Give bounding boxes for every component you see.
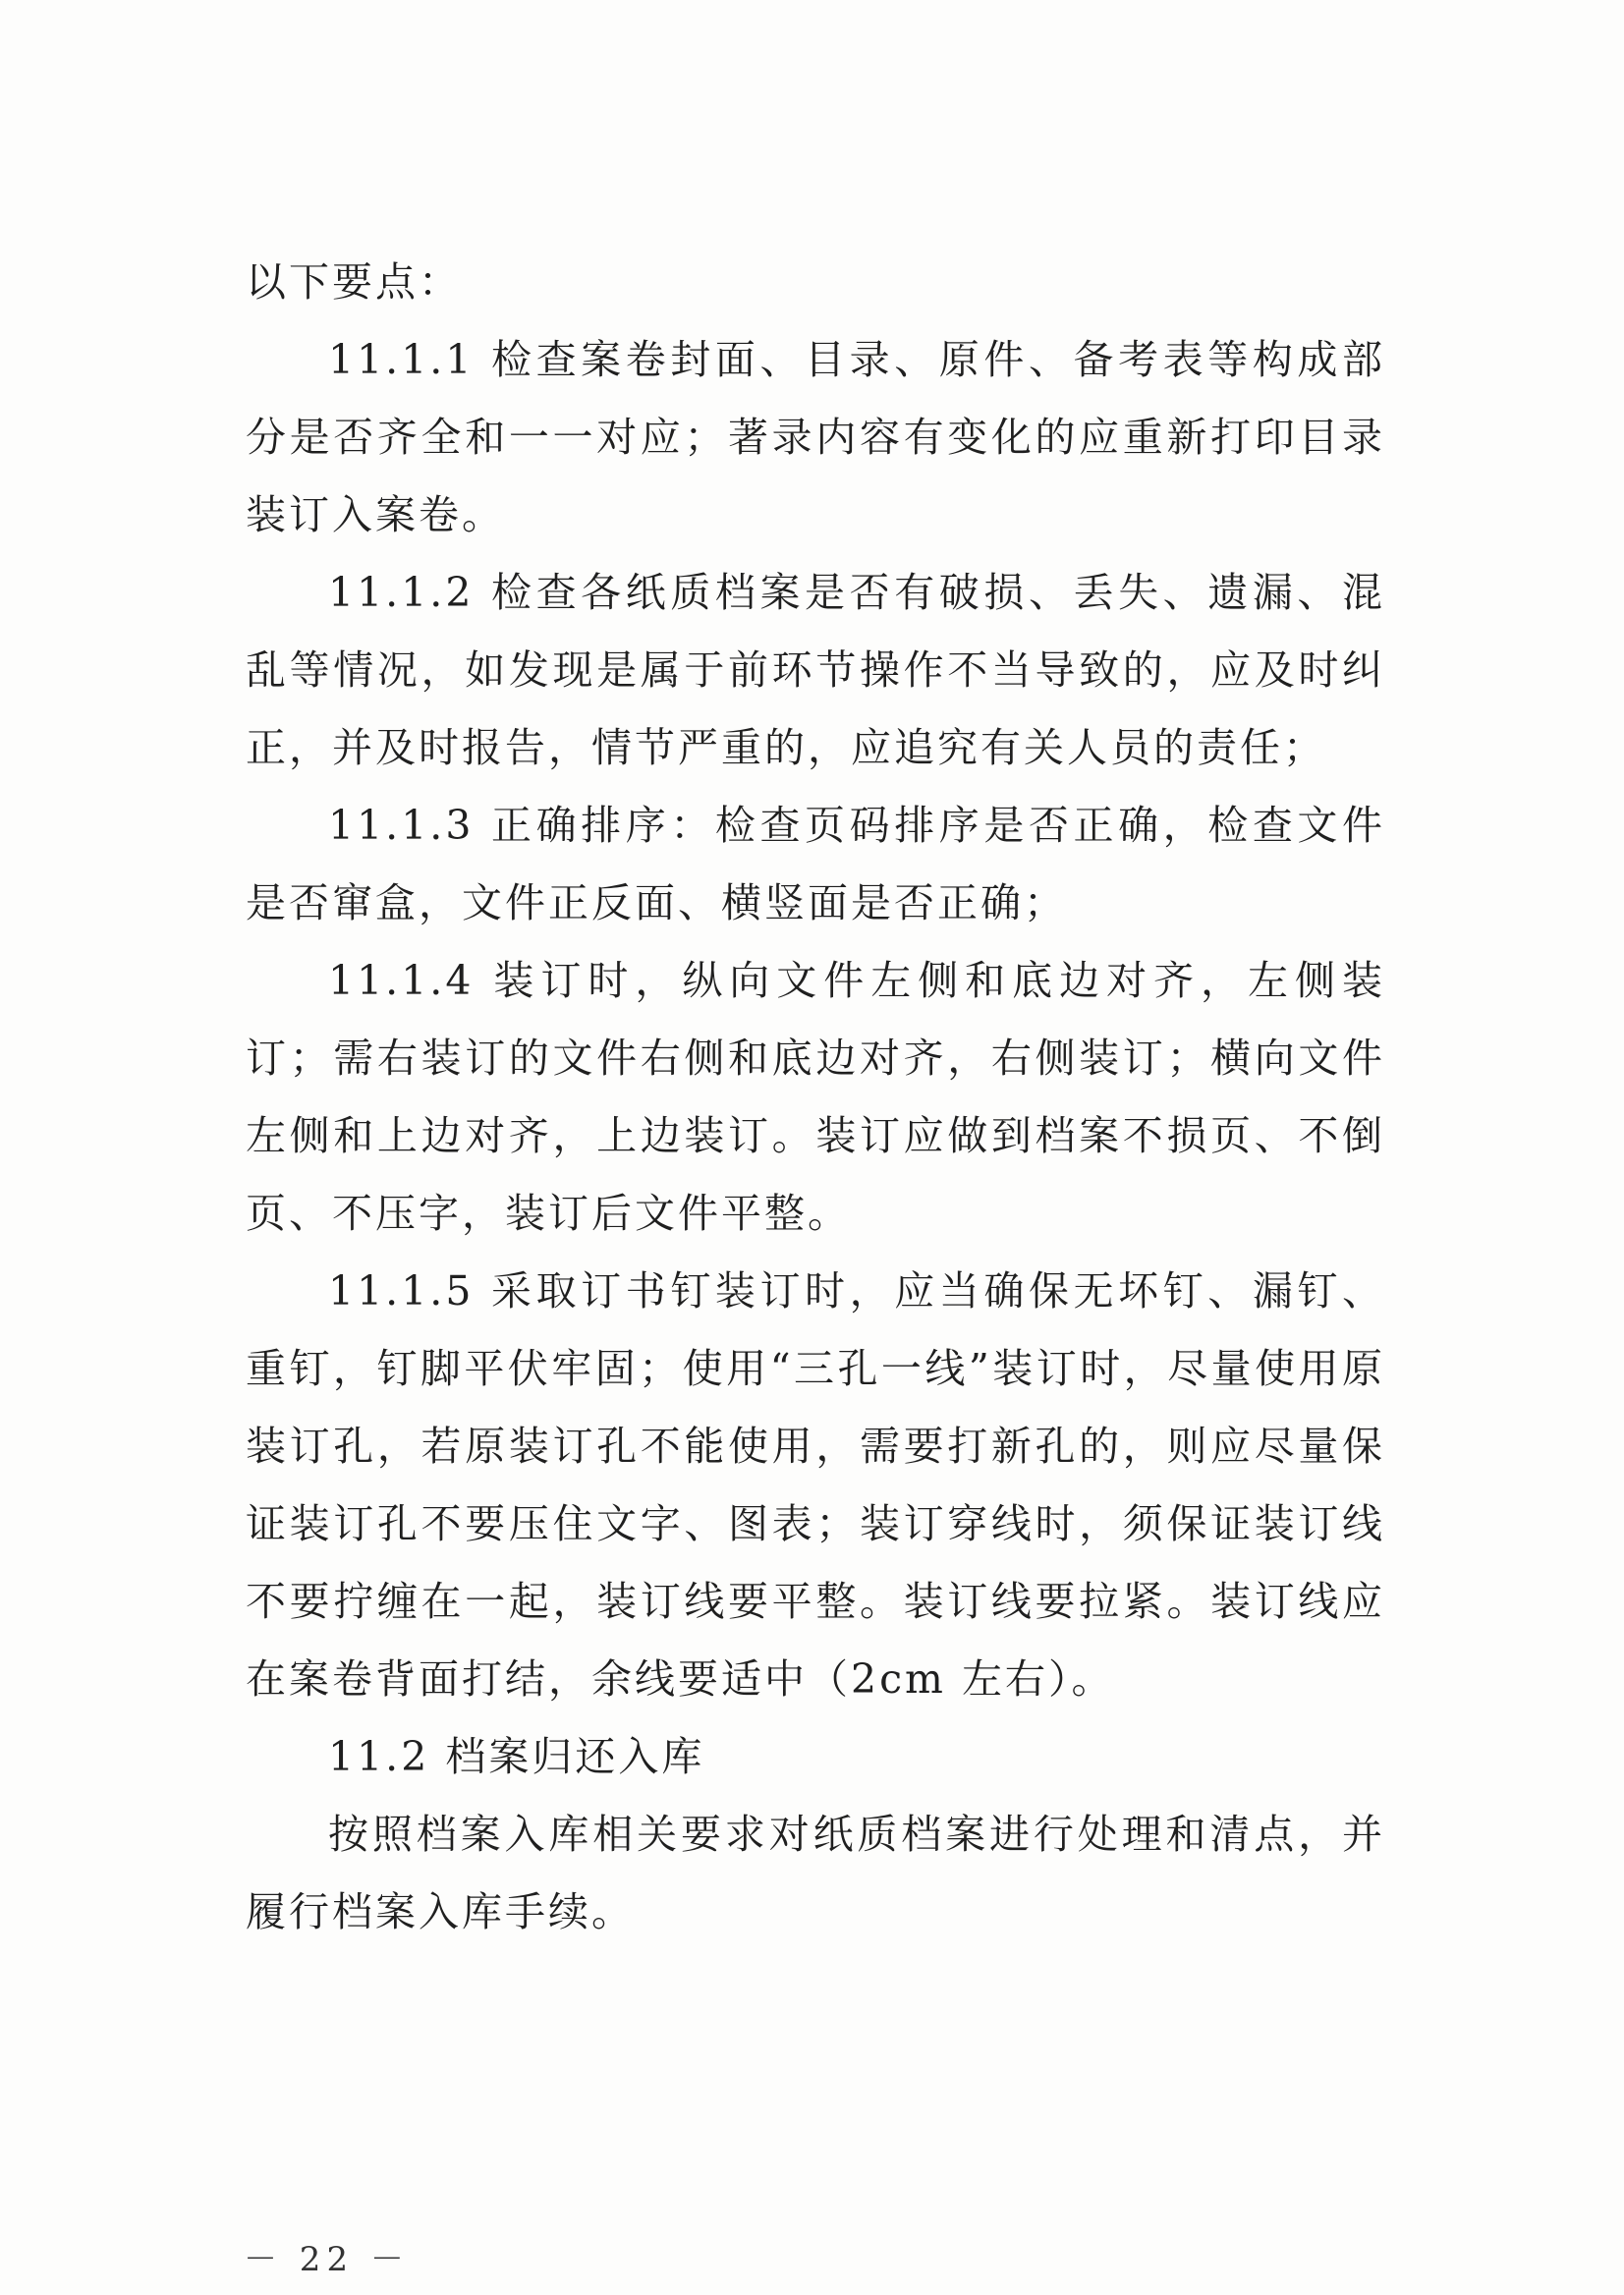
paragraph-11-2-body: 按照档案入库相关要求对纸质档案进行处理和清点，并履行档案入库手续。	[246, 1811, 1385, 1935]
paragraph-intro: 以下要点：	[246, 258, 462, 306]
paragraph-11-1-4: 11.1.4 装订时，纵向文件左侧和底边对齐，左侧装订；需右装订的文件右侧和底边对齐，右侧装订；横向文件左侧和上边对齐，上边装订。装订应做到档案不损页、不倒页、不压字，装订后文件平整。	[246, 957, 1385, 1237]
paragraph-11-1-5: 11.1.5 采取订书钉装订时，应当确保无坏钉、漏钉、重钉，钉脚平伏牢固；使用“三孔一线”装订时，尽量使用原装订孔，若原装订孔不能使用，需要打新孔的，则应尽量保证装订孔不要压住文字、图表；装订穿线时，须保证装订线不要拧缠在一起，装订线要平整。装订线要拉紧。装订线应在案卷背面打结，余线要适中（2cm 左右）。	[246, 1267, 1385, 1703]
document-body	[246, 244, 1385, 1951]
page-number: － 22 －	[244, 2240, 410, 2279]
section-heading-11-2: 11.2 档案归还入库	[328, 1733, 705, 1780]
paragraph-11-1-1: 11.1.1 检查案卷封面、目录、原件、备考表等构成部分是否齐全和一一对应；著录内容有变化的应重新打印目录装订入案卷。	[246, 336, 1385, 538]
paragraph-11-1-3: 11.1.3 正确排序：检查页码排序是否正确，检查文件是否窜盒，文件正反面、横竖面是否正确；	[246, 802, 1385, 926]
paragraph-11-1-2: 11.1.2 检查各纸质档案是否有破损、丢失、遗漏、混乱等情况，如发现是属于前环节操作不当导致的，应及时纠正，并及时报告，情节严重的，应追究有关人员的责任；	[246, 569, 1385, 771]
